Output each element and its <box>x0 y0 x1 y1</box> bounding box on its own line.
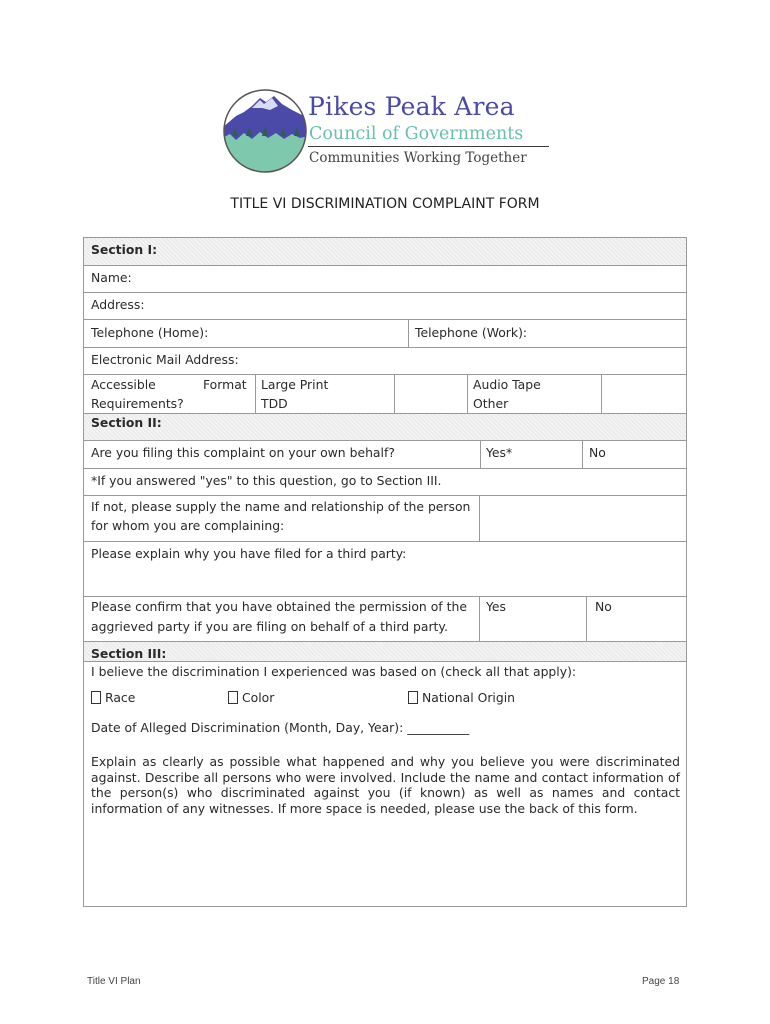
color-option[interactable] <box>228 690 274 706</box>
address-label: Address: <box>91 297 145 312</box>
basis-question: I believe the discrimination I experienced was based on (check all that apply): <box>91 664 577 679</box>
org-name: Pikes Peak Area <box>308 92 515 121</box>
telephone-row <box>84 320 686 348</box>
name-label: Name: <box>91 270 132 285</box>
if-yes-note: *If you answered "yes" to this question, go to Section III. <box>91 473 442 488</box>
section-2-heading-row <box>84 414 686 441</box>
permission-row <box>84 597 686 642</box>
if-not-line-1: If not, please supply the name and relationship of the person <box>91 499 471 514</box>
other-option: Other <box>473 396 509 411</box>
address-row[interactable] <box>84 293 686 320</box>
national-origin-option[interactable] <box>408 690 515 706</box>
email-row[interactable] <box>84 348 686 375</box>
confirm-line-1: Please confirm that you have obtained the permission of the <box>91 599 467 614</box>
third-party-reason-row[interactable] <box>84 542 686 597</box>
own-behalf-question: Are you filing this complaint on your own behalf? <box>91 445 395 460</box>
footer-plan-name: Title VI Plan <box>87 976 141 987</box>
org-tagline: Communities Working Together <box>309 150 527 166</box>
accessible-label-1: Accessible <box>91 377 156 392</box>
third-party-name-row <box>84 496 686 542</box>
national-origin-label: National Origin <box>422 690 516 705</box>
name-row[interactable] <box>84 266 686 293</box>
third-party-question: Please explain why you have filed for a third party: <box>91 546 407 561</box>
section-3-heading: Section III: <box>91 646 167 661</box>
accessible-label-2: Format <box>203 377 247 392</box>
own-behalf-no[interactable]: No <box>589 445 606 460</box>
permission-no[interactable]: No <box>595 599 612 614</box>
section-1-heading-row <box>84 238 686 266</box>
telephone-home-label: Telephone (Home): <box>91 325 209 340</box>
national-origin-checkbox[interactable] <box>408 691 418 704</box>
own-behalf-yes[interactable]: Yes* <box>486 445 513 460</box>
explain-instructions: Explain as clearly as possible what happened and why you believe you were discriminated against. Describe all persons who were involved. Include the name and contact information of the person(s) who discriminated against you (if known) as well as names and contact information of any witnesses. If more space is needed, please use the back of this form. <box>91 754 680 816</box>
race-label: Race <box>105 690 136 705</box>
color-checkbox[interactable] <box>228 691 238 704</box>
tdd-option: TDD <box>261 396 288 411</box>
org-divider <box>308 146 549 147</box>
email-label: Electronic Mail Address: <box>91 352 239 367</box>
permission-yes[interactable]: Yes <box>486 599 507 614</box>
large-print-option: Large Print <box>261 377 329 392</box>
race-option[interactable] <box>91 690 135 706</box>
date-of-discrimination-label: Date of Alleged Discrimination (Month, Day, Year): __________ <box>91 720 470 735</box>
accessible-label-3: Requirements? <box>91 396 184 411</box>
color-label: Color <box>242 690 275 705</box>
race-checkbox[interactable] <box>91 691 101 704</box>
telephone-work-label: Telephone (Work): <box>415 325 528 340</box>
section-2-heading: Section II: <box>91 415 162 430</box>
section-1-heading: Section I: <box>91 242 158 257</box>
if-not-line-2: for whom you are complaining: <box>91 518 285 533</box>
form-title: TITLE VI DISCRIMINATION COMPLAINT FORM <box>230 196 540 212</box>
section-3-heading-row <box>84 642 686 662</box>
confirm-line-2: aggrieved party if you are filing on behalf of a third party. <box>91 619 448 634</box>
footer-page-number: Page 18 <box>642 976 680 987</box>
own-behalf-row <box>84 441 686 469</box>
if-yes-note-row <box>84 469 686 496</box>
accessible-format-row <box>84 375 686 414</box>
audio-tape-option: Audio Tape <box>473 377 541 392</box>
complaint-form-table <box>83 237 687 907</box>
section-3-body <box>84 662 686 906</box>
org-subtitle: Council of Governments <box>309 124 524 144</box>
